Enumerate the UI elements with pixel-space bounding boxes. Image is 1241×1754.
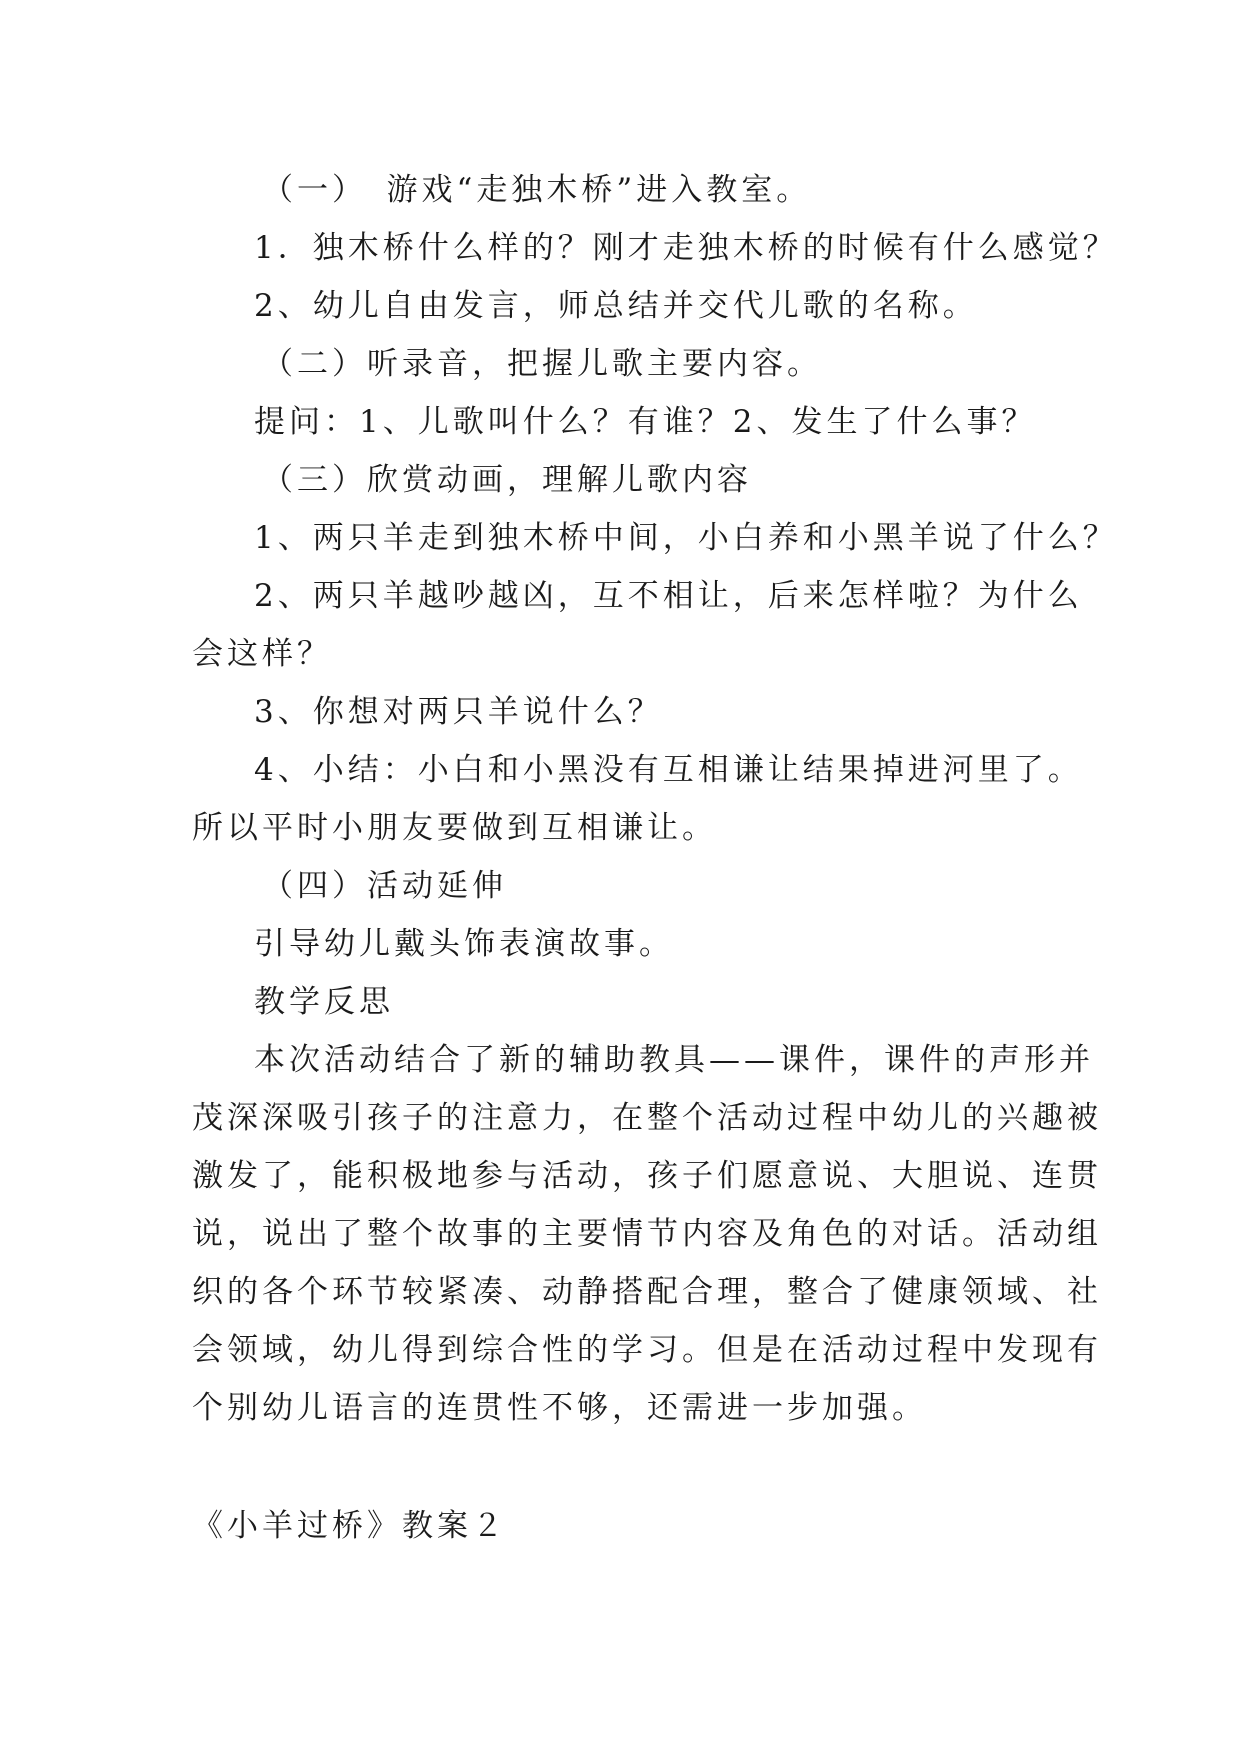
paragraph-line: 提问：1、儿歌叫什么？有谁？2、发生了什么事？ — [254, 404, 1037, 440]
paragraph-line: 激发了，能积极地参与活动，孩子们愿意说、大胆说、连贯 — [192, 1158, 1102, 1194]
section-heading-2: （二）听录音，把握儿歌主要内容。 — [262, 346, 822, 382]
paragraph-line: 2、幼儿自由发言，师总结并交代儿歌的名称。 — [254, 288, 978, 324]
paragraph-line: 1、两只羊走到独木桥中间，小白养和小黑羊说了什么？ — [254, 520, 1118, 556]
paragraph-line: 本次活动结合了新的辅助教具——课件，课件的声形并 — [254, 1042, 1094, 1078]
paragraph-line: 4、小结：小白和小黑没有互相谦让结果掉进河里了。 — [254, 752, 1083, 788]
reflection-heading: 教学反思 — [254, 984, 394, 1020]
paragraph-line: 会领域，幼儿得到综合性的学习。但是在活动过程中发现有 — [192, 1332, 1102, 1368]
section-heading-3: （三）欣赏动画，理解儿歌内容 — [262, 462, 752, 498]
paragraph-line: 1．独木桥什么样的？刚才走独木桥的时候有什么感觉？ — [254, 230, 1118, 266]
section-heading-4: （四）活动延伸 — [262, 868, 507, 904]
paragraph-line: 会这样？ — [192, 636, 332, 672]
paragraph-line: 个别幼儿语言的连贯性不够，还需进一步加强。 — [192, 1390, 927, 1426]
paragraph-line: 3、你想对两只羊说什么？ — [254, 694, 663, 730]
paragraph-line: 引导幼儿戴头饰表演故事。 — [254, 926, 674, 962]
paragraph-line: 织的各个环节较紧凑、动静搭配合理，整合了健康领域、社 — [192, 1274, 1102, 1310]
paragraph-line: 茂深深吸引孩子的注意力，在整个活动过程中幼儿的兴趣被 — [192, 1100, 1102, 1136]
paragraph-line: 所以平时小朋友要做到互相谦让。 — [192, 810, 717, 846]
paragraph-line: 2、两只羊越吵越凶，互不相让，后来怎样啦？为什么 — [254, 578, 1083, 614]
document-title: 《小羊过桥》教案２ — [192, 1508, 507, 1544]
section-heading-1: （一） 游戏“走独木桥”进入教室。 — [262, 172, 812, 208]
paragraph-line: 说，说出了整个故事的主要情节内容及角色的对话。活动组 — [192, 1216, 1102, 1252]
